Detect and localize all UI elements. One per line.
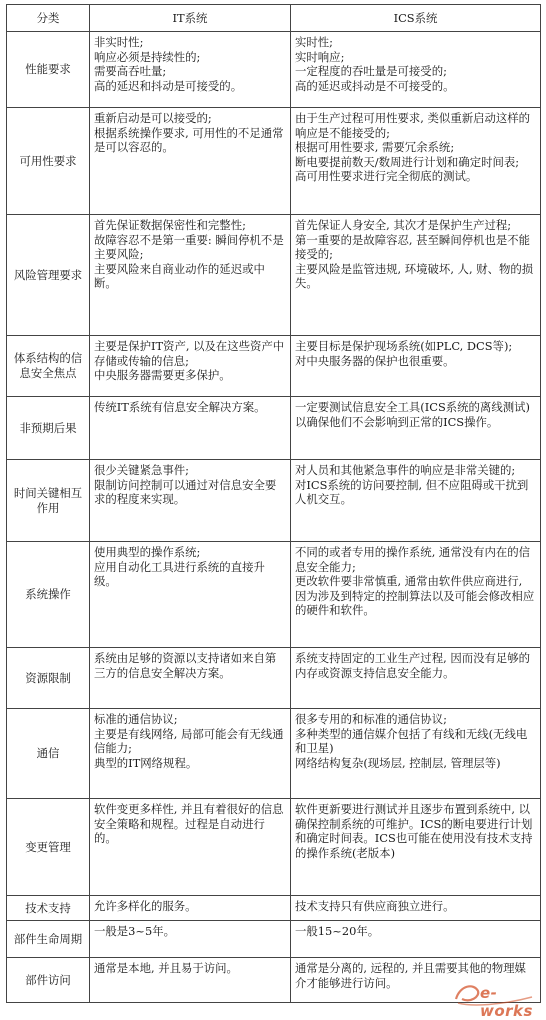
cell-line: 一定程度的吞吐量是可接受的; (295, 64, 447, 79)
row-category: 系统操作 (7, 542, 90, 648)
cell-line: 主要风险来自商业动作的延迟或中断。 (94, 261, 265, 291)
cell-line: 中央服务器需要更多保护。 (94, 368, 231, 383)
cell-line: 首先保证人身安全, 其次才是保护生产过程; (295, 218, 512, 232)
row-category: 性能要求 (7, 32, 90, 108)
cell-line: 限制访问控制可以通过对信息安全要求的程度来实现。 (94, 477, 277, 507)
row-category: 可用性要求 (7, 108, 90, 215)
cell-line: 根据系统操作要求, 可用性的不足通常是可以容忍的。 (94, 125, 284, 155)
table-row (7, 648, 541, 709)
cell-line: 通常是本地, 并且易于访问。 (94, 961, 238, 975)
cell-line: 主要风险是监管违规, 环境破坏, 人, 财、物的损失。 (295, 261, 534, 291)
table-row (7, 896, 541, 921)
ics-system-cell (291, 397, 541, 460)
cell-line: 软件更新要进行测试并且逐步布置到系统中, 以确保控制系统的可维护。ICS的断电要进行计划和确定时间表。ICS也可能在使用没有技术支持的操作系统(老版本) (295, 802, 533, 860)
ics-system-cell (291, 648, 541, 709)
header-it-system: IT系统 (90, 5, 291, 32)
cell-line: 需要高吞吐量; (94, 64, 167, 79)
table-row (7, 108, 541, 215)
table-row (7, 32, 541, 108)
it-system-cell (90, 921, 291, 958)
cell-line: 通常是分离的, 远程的, 并且需要其他的物理媒介才能够进行访问。 (295, 961, 526, 990)
cell-line: 标准的通信协议; (94, 712, 178, 726)
it-system-cell (90, 958, 291, 1003)
it-system-cell (90, 108, 291, 215)
it-system-cell (90, 896, 291, 921)
cell-line: 主要是有线网络, 局部可能会有无线通信能力; (94, 726, 284, 756)
cell-line: 由于生产过程可用性要求, 类似重新启动这样的响应是不能接受的; (295, 111, 531, 140)
row-category: 资源限制 (7, 648, 90, 709)
cell-line: 根据可用性要求, 需要冗余系统; (295, 140, 455, 155)
it-system-cell (90, 799, 291, 896)
cell-line: 允许多样化的服务。 (94, 899, 197, 913)
ics-system-cell (291, 215, 541, 336)
cell-line: 非实时性; (94, 35, 144, 49)
table-row (7, 709, 541, 799)
cell-line: 实时性; (295, 35, 334, 49)
cell-line: 第一重要的是故障容忍, 甚至瞬间停机也是不能接受的; (295, 232, 531, 262)
ics-system-cell (291, 709, 541, 799)
it-system-cell (90, 32, 291, 108)
it-system-cell (90, 215, 291, 336)
it-system-cell (90, 336, 291, 397)
cell-line: 典型的IT网络规程。 (94, 755, 198, 770)
cell-line: 不同的或者专用的操作系统, 通常没有内在的信息安全能力; (295, 545, 531, 574)
row-category: 部件生命周期 (7, 921, 90, 958)
cell-line: 主要是保护IT资产, 以及在这些资产中存储或传输的信息; (94, 339, 285, 368)
cell-line: 故障容忍不是第一重要: 瞬间停机不是主要风险; (94, 232, 284, 262)
cell-line: 一般15~20年。 (295, 924, 380, 938)
header-category: 分类 (7, 5, 90, 32)
cell-line: 断电要提前数天/数周进行计划和确定时间表; (295, 154, 520, 169)
ics-system-cell (291, 958, 541, 1003)
ics-system-cell (291, 460, 541, 542)
ics-system-cell (291, 896, 541, 921)
cell-line: 多种类型的通信媒介包括了有线和无线(无线电和卫星) (295, 726, 528, 756)
cell-line: 主要目标是保护现场系统(如PLC, DCS等); (295, 339, 513, 353)
table-row (7, 336, 541, 397)
table-body (7, 32, 541, 1003)
cell-line: 一定要测试信息安全工具(ICS系统的离线测试)以确保他们不会影响到正常的ICS操作。 (295, 400, 530, 429)
table-row (7, 460, 541, 542)
it-system-cell (90, 397, 291, 460)
cell-line: 系统支持固定的工业生产过程, 因而没有足够的内存或资源支持信息安全能力。 (295, 651, 531, 680)
cell-line: 实时响应; (295, 49, 345, 64)
cell-line: 传统IT系统有信息安全解决方案。 (94, 400, 266, 414)
ics-system-cell (291, 32, 541, 108)
row-category: 部件访问 (7, 958, 90, 1003)
header-ics-system: ICS系统 (291, 5, 541, 32)
cell-line: 高的延迟或抖动是不可接受的。 (295, 78, 455, 93)
cell-line: 首先保证数据保密性和完整性; (94, 218, 246, 232)
table-row (7, 799, 541, 896)
cell-line: 系统由足够的资源以支持诸如来自第三方的信息安全解决方案。 (94, 651, 277, 680)
cell-line: 网络结构复杂(现场层, 控制层, 管理层等) (295, 755, 501, 770)
cell-line: 对ICS系统的访问要控制, 但不应阻碍或干扰到人机交互。 (295, 477, 529, 507)
row-category: 变更管理 (7, 799, 90, 896)
cell-line: 重新启动是可以接受的; (94, 111, 212, 125)
it-system-cell (90, 542, 291, 648)
table-row (7, 921, 541, 958)
cell-line: 一般是3~5年。 (94, 924, 175, 938)
table-row (7, 215, 541, 336)
row-category: 风险管理要求 (7, 215, 90, 336)
cell-line: 很少关键紧急事件; (94, 463, 189, 477)
watermark-text: e-works (480, 984, 533, 1020)
cell-line: 高可用性要求进行完全彻底的测试。 (295, 169, 478, 184)
cell-line: 使用典型的操作系统; (94, 545, 201, 559)
table-header-row (7, 5, 541, 32)
cell-line: 技术支持只有供应商独立进行。 (295, 899, 455, 913)
cell-line: 很多专用的和标准的通信协议; (295, 712, 447, 726)
table-row (7, 542, 541, 648)
row-category: 技术支持 (7, 896, 90, 921)
cell-line: 更改软件要非常慎重, 通常由软件供应商进行, 因为涉及到特定的控制算法以及可能会修改相应的硬件和软件。 (295, 574, 535, 618)
row-category: 通信 (7, 709, 90, 799)
ics-system-cell (291, 921, 541, 958)
row-category: 非预期后果 (7, 397, 90, 460)
cell-line: 应用自动化工具进行系统的直接升级。 (94, 559, 265, 589)
ics-system-cell (291, 799, 541, 896)
cell-line: 对人员和其他紧急事件的响应是非常关键的; (295, 463, 516, 477)
cell-line: 软件变更多样性, 并且有着很好的信息安全策略和规程。过程是自动进行的。 (94, 802, 284, 846)
comparison-table (6, 4, 541, 1003)
cell-line: 高的延迟和抖动是可接受的。 (94, 78, 243, 93)
ics-system-cell (291, 108, 541, 215)
ics-system-cell (291, 336, 541, 397)
it-system-cell (90, 460, 291, 542)
row-category: 体系结构的信息安全焦点 (7, 336, 90, 397)
table-row (7, 958, 541, 1003)
ics-system-cell (291, 542, 541, 648)
table-row (7, 397, 541, 460)
it-system-cell (90, 648, 291, 709)
cell-line: 响应必须是持续性的; (94, 49, 201, 64)
it-system-cell (90, 709, 291, 799)
cell-line: 对中央服务器的保护也很重要。 (295, 353, 455, 368)
row-category: 时间关键相互作用 (7, 460, 90, 542)
